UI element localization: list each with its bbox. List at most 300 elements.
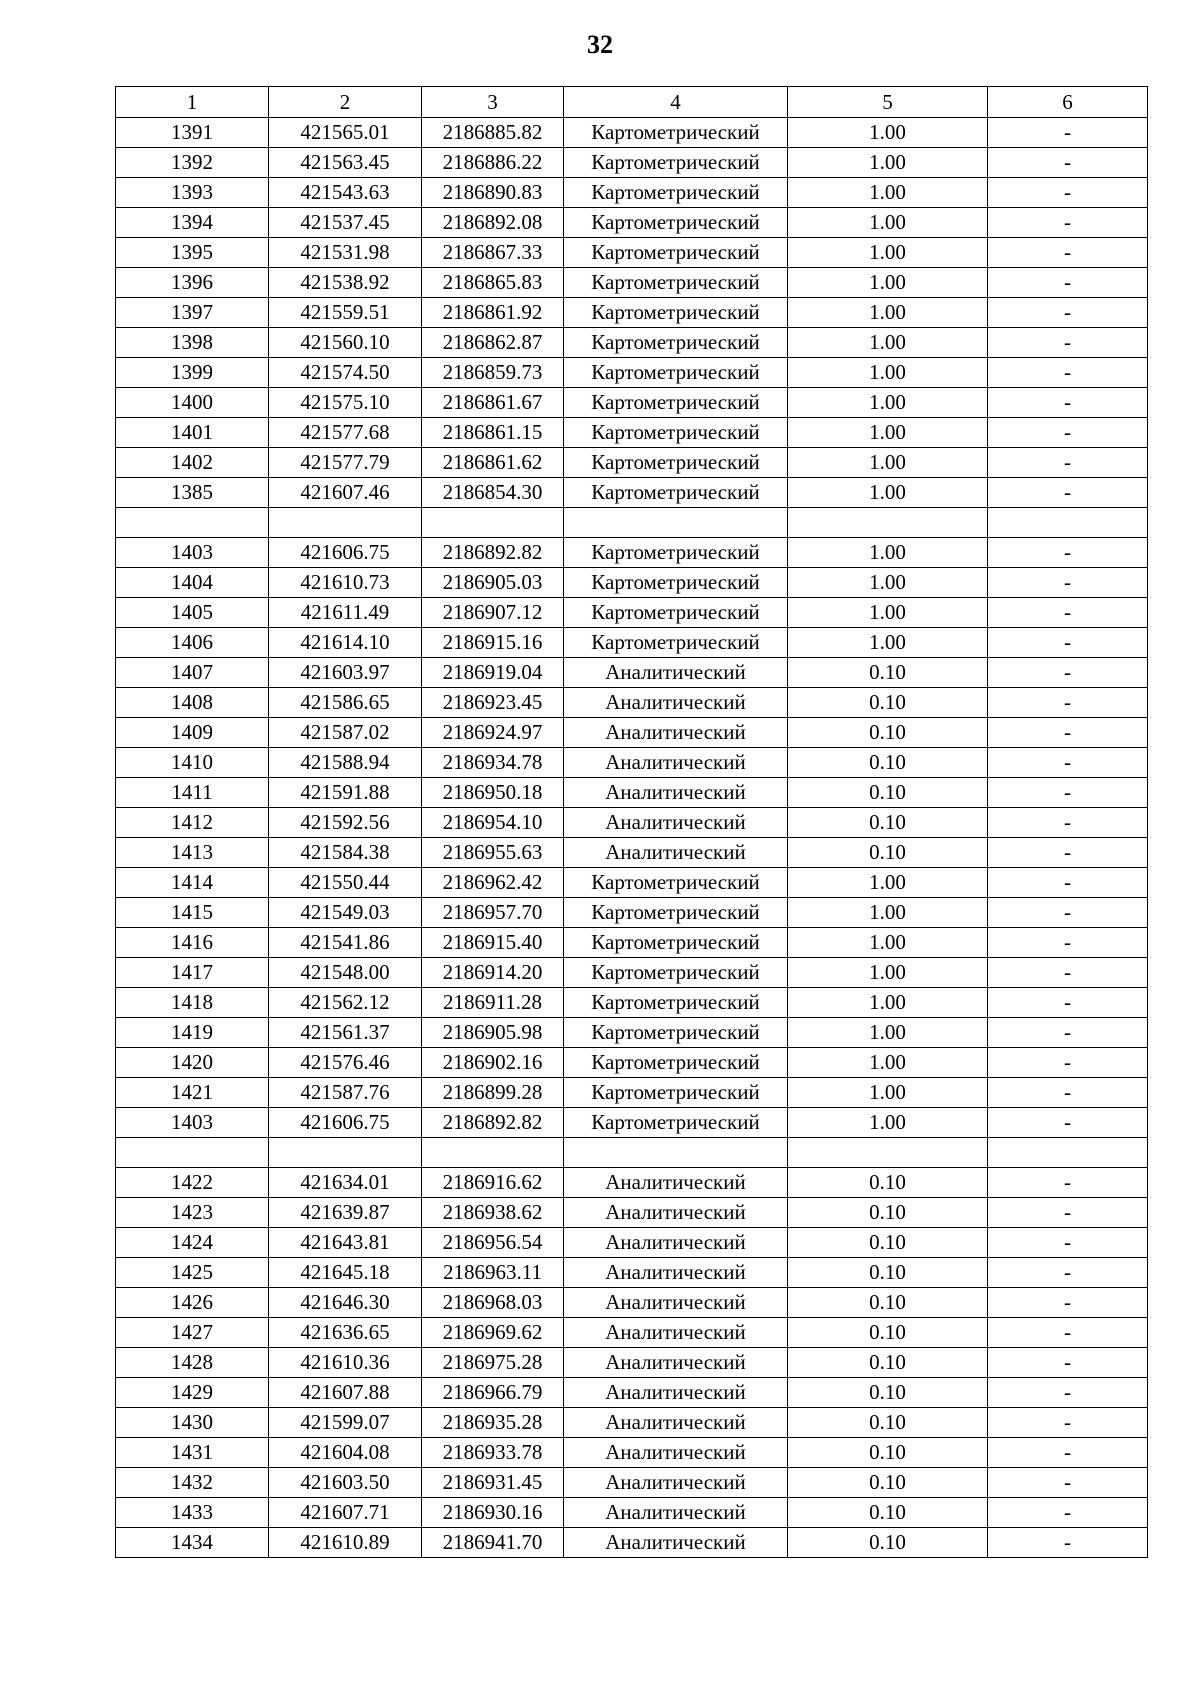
cell-x-coordinate: 421577.68 (269, 418, 422, 448)
cell-note: - (988, 1018, 1148, 1048)
cell-point-number: 1400 (116, 388, 269, 418)
cell-y-coordinate: 2186915.40 (422, 928, 564, 958)
cell-note: - (988, 1348, 1148, 1378)
cell-method: Аналитический (564, 748, 788, 778)
table-header (116, 87, 1148, 118)
cell-accuracy: 0.10 (788, 838, 988, 868)
cell-note: - (988, 1498, 1148, 1528)
coordinates-table (115, 86, 1148, 1558)
cell-note: - (988, 298, 1148, 328)
cell-method: Аналитический (564, 1528, 788, 1558)
cell-method: Аналитический (564, 688, 788, 718)
cell-method: Картометрический (564, 358, 788, 388)
cell-accuracy: 1.00 (788, 898, 988, 928)
cell-note: - (988, 1438, 1148, 1468)
cell-x-coordinate (269, 1138, 422, 1168)
table-row (116, 1438, 1148, 1468)
table-row (116, 298, 1148, 328)
cell-accuracy: 1.00 (788, 1078, 988, 1108)
cell-x-coordinate: 421607.46 (269, 478, 422, 508)
table-row (116, 1258, 1148, 1288)
table-row (116, 628, 1148, 658)
cell-y-coordinate: 2186941.70 (422, 1528, 564, 1558)
cell-x-coordinate: 421543.63 (269, 178, 422, 208)
cell-method: Картометрический (564, 958, 788, 988)
cell-note: - (988, 1048, 1148, 1078)
column-header-2: 2 (269, 87, 422, 118)
table-row (116, 1528, 1148, 1558)
cell-method: Картометрический (564, 928, 788, 958)
table-row (116, 1408, 1148, 1438)
cell-x-coordinate: 421591.88 (269, 778, 422, 808)
cell-method: Аналитический (564, 1258, 788, 1288)
table-row (116, 1168, 1148, 1198)
cell-y-coordinate: 2186916.62 (422, 1168, 564, 1198)
cell-accuracy: 1.00 (788, 358, 988, 388)
table-row (116, 358, 1148, 388)
cell-point-number: 1420 (116, 1048, 269, 1078)
cell-accuracy: 1.00 (788, 868, 988, 898)
cell-x-coordinate: 421634.01 (269, 1168, 422, 1198)
cell-method: Картометрический (564, 988, 788, 1018)
cell-method: Аналитический (564, 658, 788, 688)
cell-note: - (988, 1258, 1148, 1288)
cell-note: - (988, 418, 1148, 448)
cell-note: - (988, 868, 1148, 898)
cell-point-number: 1412 (116, 808, 269, 838)
cell-accuracy: 1.00 (788, 958, 988, 988)
cell-note: - (988, 268, 1148, 298)
cell-y-coordinate (422, 508, 564, 538)
cell-method: Картометрический (564, 628, 788, 658)
cell-point-number: 1431 (116, 1438, 269, 1468)
table-row (116, 748, 1148, 778)
cell-y-coordinate: 2186907.12 (422, 598, 564, 628)
cell-note: - (988, 778, 1148, 808)
cell-method: Аналитический (564, 1378, 788, 1408)
cell-x-coordinate: 421575.10 (269, 388, 422, 418)
cell-method: Аналитический (564, 778, 788, 808)
cell-method: Картометрический (564, 568, 788, 598)
cell-y-coordinate: 2186905.03 (422, 568, 564, 598)
cell-x-coordinate: 421562.12 (269, 988, 422, 1018)
cell-point-number: 1403 (116, 1108, 269, 1138)
cell-method: Картометрический (564, 868, 788, 898)
cell-note (988, 508, 1148, 538)
cell-x-coordinate: 421645.18 (269, 1258, 422, 1288)
table-row (116, 868, 1148, 898)
table-row (116, 448, 1148, 478)
table-row (116, 1378, 1148, 1408)
cell-point-number: 1432 (116, 1468, 269, 1498)
cell-point-number: 1395 (116, 238, 269, 268)
table-row (116, 688, 1148, 718)
table-row (116, 598, 1148, 628)
cell-accuracy: 0.10 (788, 1198, 988, 1228)
cell-method: Картометрический (564, 538, 788, 568)
cell-note: - (988, 718, 1148, 748)
cell-point-number: 1415 (116, 898, 269, 928)
cell-y-coordinate: 2186919.04 (422, 658, 564, 688)
cell-accuracy: 1.00 (788, 328, 988, 358)
cell-point-number: 1407 (116, 658, 269, 688)
cell-method: Картометрический (564, 148, 788, 178)
cell-accuracy: 0.10 (788, 1498, 988, 1528)
cell-point-number: 1393 (116, 178, 269, 208)
table-row (116, 1318, 1148, 1348)
cell-method: Аналитический (564, 1318, 788, 1348)
cell-accuracy: 1.00 (788, 298, 988, 328)
cell-y-coordinate: 2186934.78 (422, 748, 564, 778)
cell-x-coordinate: 421599.07 (269, 1408, 422, 1438)
header-row (116, 87, 1148, 118)
cell-accuracy: 0.10 (788, 1378, 988, 1408)
cell-x-coordinate: 421610.89 (269, 1528, 422, 1558)
cell-y-coordinate: 2186957.70 (422, 898, 564, 928)
cell-point-number: 1425 (116, 1258, 269, 1288)
cell-method: Аналитический (564, 838, 788, 868)
cell-method: Аналитический (564, 808, 788, 838)
cell-note: - (988, 658, 1148, 688)
cell-method: Картометрический (564, 178, 788, 208)
cell-y-coordinate: 2186956.54 (422, 1228, 564, 1258)
cell-method: Картометрический (564, 598, 788, 628)
cell-point-number: 1416 (116, 928, 269, 958)
cell-point-number (116, 1138, 269, 1168)
cell-y-coordinate: 2186914.20 (422, 958, 564, 988)
cell-point-number: 1406 (116, 628, 269, 658)
cell-note: - (988, 538, 1148, 568)
cell-note: - (988, 598, 1148, 628)
cell-method: Картометрический (564, 478, 788, 508)
cell-x-coordinate: 421550.44 (269, 868, 422, 898)
cell-accuracy: 0.10 (788, 718, 988, 748)
cell-y-coordinate: 2186924.97 (422, 718, 564, 748)
cell-x-coordinate: 421563.45 (269, 148, 422, 178)
cell-method: Картометрический (564, 328, 788, 358)
cell-note: - (988, 1288, 1148, 1318)
cell-point-number: 1402 (116, 448, 269, 478)
cell-note: - (988, 688, 1148, 718)
table-row (116, 958, 1148, 988)
cell-point-number: 1433 (116, 1498, 269, 1528)
cell-note: - (988, 808, 1148, 838)
cell-y-coordinate: 2186966.79 (422, 1378, 564, 1408)
cell-method: Картометрический (564, 268, 788, 298)
cell-y-coordinate: 2186854.30 (422, 478, 564, 508)
cell-y-coordinate: 2186892.08 (422, 208, 564, 238)
cell-accuracy: 1.00 (788, 178, 988, 208)
cell-accuracy: 1.00 (788, 418, 988, 448)
table-row (116, 478, 1148, 508)
cell-note: - (988, 928, 1148, 958)
cell-x-coordinate: 421587.76 (269, 1078, 422, 1108)
cell-y-coordinate: 2186890.83 (422, 178, 564, 208)
cell-method: Картометрический (564, 1018, 788, 1048)
cell-point-number: 1403 (116, 538, 269, 568)
cell-note: - (988, 238, 1148, 268)
column-header-4: 4 (564, 87, 788, 118)
cell-note: - (988, 1528, 1148, 1558)
cell-x-coordinate: 421560.10 (269, 328, 422, 358)
cell-accuracy: 1.00 (788, 478, 988, 508)
cell-method: Аналитический (564, 1498, 788, 1528)
cell-y-coordinate: 2186962.42 (422, 868, 564, 898)
cell-point-number: 1394 (116, 208, 269, 238)
cell-y-coordinate: 2186923.45 (422, 688, 564, 718)
cell-y-coordinate: 2186933.78 (422, 1438, 564, 1468)
table-row (116, 238, 1148, 268)
cell-point-number: 1410 (116, 748, 269, 778)
cell-x-coordinate: 421531.98 (269, 238, 422, 268)
table-row (116, 1048, 1148, 1078)
cell-method: Аналитический (564, 1438, 788, 1468)
cell-x-coordinate: 421584.38 (269, 838, 422, 868)
cell-note: - (988, 208, 1148, 238)
cell-y-coordinate: 2186963.11 (422, 1258, 564, 1288)
cell-accuracy: 1.00 (788, 238, 988, 268)
cell-method: Аналитический (564, 1168, 788, 1198)
cell-note: - (988, 1468, 1148, 1498)
cell-accuracy (788, 508, 988, 538)
cell-accuracy: 0.10 (788, 1438, 988, 1468)
cell-point-number: 1413 (116, 838, 269, 868)
cell-accuracy: 1.00 (788, 628, 988, 658)
cell-accuracy: 0.10 (788, 1348, 988, 1378)
cell-y-coordinate: 2186955.63 (422, 838, 564, 868)
cell-note: - (988, 1228, 1148, 1258)
cell-x-coordinate: 421576.46 (269, 1048, 422, 1078)
table-row (116, 538, 1148, 568)
cell-accuracy: 1.00 (788, 928, 988, 958)
cell-point-number: 1411 (116, 778, 269, 808)
table-row (116, 568, 1148, 598)
cell-point-number: 1405 (116, 598, 269, 628)
cell-note: - (988, 478, 1148, 508)
cell-method: Картометрический (564, 298, 788, 328)
cell-x-coordinate: 421592.56 (269, 808, 422, 838)
cell-method: Картометрический (564, 418, 788, 448)
table-row (116, 388, 1148, 418)
cell-y-coordinate: 2186931.45 (422, 1468, 564, 1498)
cell-x-coordinate: 421538.92 (269, 268, 422, 298)
cell-method: Аналитический (564, 1408, 788, 1438)
table-row (116, 838, 1148, 868)
cell-method: Картометрический (564, 1048, 788, 1078)
cell-y-coordinate: 2186892.82 (422, 1108, 564, 1138)
table-row (116, 118, 1148, 148)
cell-x-coordinate: 421607.71 (269, 1498, 422, 1528)
cell-note: - (988, 448, 1148, 478)
cell-point-number: 1398 (116, 328, 269, 358)
cell-y-coordinate: 2186950.18 (422, 778, 564, 808)
cell-point-number: 1419 (116, 1018, 269, 1048)
cell-y-coordinate: 2186905.98 (422, 1018, 564, 1048)
cell-point-number: 1399 (116, 358, 269, 388)
cell-accuracy: 1.00 (788, 448, 988, 478)
cell-x-coordinate: 421574.50 (269, 358, 422, 388)
cell-x-coordinate: 421646.30 (269, 1288, 422, 1318)
cell-accuracy: 0.10 (788, 748, 988, 778)
table-spacer-row (116, 1138, 1148, 1168)
cell-point-number: 1408 (116, 688, 269, 718)
column-header-1: 1 (116, 87, 269, 118)
cell-note: - (988, 148, 1148, 178)
cell-x-coordinate (269, 508, 422, 538)
cell-note: - (988, 328, 1148, 358)
cell-method: Аналитический (564, 718, 788, 748)
cell-accuracy: 0.10 (788, 1408, 988, 1438)
cell-point-number: 1423 (116, 1198, 269, 1228)
cell-point-number: 1430 (116, 1408, 269, 1438)
cell-accuracy: 1.00 (788, 268, 988, 298)
cell-note: - (988, 568, 1148, 598)
cell-y-coordinate: 2186859.73 (422, 358, 564, 388)
cell-x-coordinate: 421541.86 (269, 928, 422, 958)
cell-point-number: 1424 (116, 1228, 269, 1258)
cell-y-coordinate: 2186938.62 (422, 1198, 564, 1228)
table-row (116, 1108, 1148, 1138)
cell-point-number: 1404 (116, 568, 269, 598)
cell-note: - (988, 388, 1148, 418)
cell-point-number: 1401 (116, 418, 269, 448)
cell-x-coordinate: 421586.65 (269, 688, 422, 718)
cell-y-coordinate: 2186861.62 (422, 448, 564, 478)
cell-y-coordinate: 2186902.16 (422, 1048, 564, 1078)
table-row (116, 1018, 1148, 1048)
table-row (116, 1348, 1148, 1378)
cell-y-coordinate: 2186911.28 (422, 988, 564, 1018)
cell-y-coordinate: 2186968.03 (422, 1288, 564, 1318)
cell-y-coordinate: 2186899.28 (422, 1078, 564, 1108)
cell-point-number: 1397 (116, 298, 269, 328)
cell-method (564, 1138, 788, 1168)
cell-y-coordinate: 2186892.82 (422, 538, 564, 568)
table-spacer-row (116, 508, 1148, 538)
cell-y-coordinate: 2186886.22 (422, 148, 564, 178)
cell-note: - (988, 838, 1148, 868)
table-body (116, 118, 1148, 1558)
cell-method: Картометрический (564, 238, 788, 268)
cell-accuracy: 0.10 (788, 1528, 988, 1558)
table-row (116, 658, 1148, 688)
cell-note: - (988, 748, 1148, 778)
cell-x-coordinate: 421537.45 (269, 208, 422, 238)
table-row (116, 808, 1148, 838)
cell-method: Картометрический (564, 1108, 788, 1138)
cell-accuracy: 0.10 (788, 1468, 988, 1498)
cell-accuracy: 1.00 (788, 598, 988, 628)
cell-y-coordinate: 2186867.33 (422, 238, 564, 268)
cell-accuracy: 1.00 (788, 988, 988, 1018)
cell-point-number: 1422 (116, 1168, 269, 1198)
cell-point-number: 1428 (116, 1348, 269, 1378)
cell-x-coordinate: 421643.81 (269, 1228, 422, 1258)
cell-note (988, 1138, 1148, 1168)
cell-accuracy: 1.00 (788, 208, 988, 238)
table-row (116, 1288, 1148, 1318)
cell-x-coordinate: 421603.50 (269, 1468, 422, 1498)
table-row (116, 928, 1148, 958)
table-row (116, 418, 1148, 448)
table-row (116, 1198, 1148, 1228)
cell-point-number: 1414 (116, 868, 269, 898)
table-row (116, 718, 1148, 748)
table-row (116, 1078, 1148, 1108)
cell-x-coordinate: 421561.37 (269, 1018, 422, 1048)
cell-accuracy: 0.10 (788, 1168, 988, 1198)
cell-y-coordinate: 2186930.16 (422, 1498, 564, 1528)
cell-note: - (988, 628, 1148, 658)
cell-accuracy: 1.00 (788, 568, 988, 598)
cell-note: - (988, 358, 1148, 388)
cell-point-number: 1409 (116, 718, 269, 748)
column-header-3: 3 (422, 87, 564, 118)
cell-accuracy (788, 1138, 988, 1168)
cell-accuracy: 0.10 (788, 688, 988, 718)
cell-accuracy: 0.10 (788, 1228, 988, 1258)
table-row (116, 148, 1148, 178)
cell-x-coordinate: 421611.49 (269, 598, 422, 628)
cell-note: - (988, 1168, 1148, 1198)
cell-y-coordinate: 2186861.67 (422, 388, 564, 418)
cell-x-coordinate: 421559.51 (269, 298, 422, 328)
cell-x-coordinate: 421610.73 (269, 568, 422, 598)
cell-accuracy: 0.10 (788, 658, 988, 688)
cell-note: - (988, 1198, 1148, 1228)
table-row (116, 898, 1148, 928)
cell-x-coordinate: 421639.87 (269, 1198, 422, 1228)
cell-point-number: 1396 (116, 268, 269, 298)
table-row (116, 988, 1148, 1018)
cell-method (564, 508, 788, 538)
cell-x-coordinate: 421614.10 (269, 628, 422, 658)
cell-x-coordinate: 421610.36 (269, 1348, 422, 1378)
cell-accuracy: 1.00 (788, 118, 988, 148)
cell-x-coordinate: 421588.94 (269, 748, 422, 778)
cell-method: Аналитический (564, 1288, 788, 1318)
cell-point-number: 1391 (116, 118, 269, 148)
cell-method: Картометрический (564, 1078, 788, 1108)
cell-point-number: 1426 (116, 1288, 269, 1318)
table-row (116, 328, 1148, 358)
cell-point-number: 1417 (116, 958, 269, 988)
table-row (116, 1468, 1148, 1498)
cell-method: Картометрический (564, 898, 788, 928)
cell-y-coordinate: 2186862.87 (422, 328, 564, 358)
cell-y-coordinate: 2186935.28 (422, 1408, 564, 1438)
cell-point-number: 1429 (116, 1378, 269, 1408)
cell-accuracy: 1.00 (788, 538, 988, 568)
cell-note: - (988, 118, 1148, 148)
cell-point-number (116, 508, 269, 538)
cell-accuracy: 0.10 (788, 1258, 988, 1288)
cell-accuracy: 1.00 (788, 388, 988, 418)
cell-x-coordinate: 421549.03 (269, 898, 422, 928)
cell-note: - (988, 1408, 1148, 1438)
cell-note: - (988, 988, 1148, 1018)
cell-method: Картометрический (564, 388, 788, 418)
cell-y-coordinate: 2186861.92 (422, 298, 564, 328)
cell-method: Аналитический (564, 1198, 788, 1228)
cell-y-coordinate: 2186954.10 (422, 808, 564, 838)
cell-point-number: 1385 (116, 478, 269, 508)
cell-accuracy: 0.10 (788, 1288, 988, 1318)
cell-note: - (988, 958, 1148, 988)
cell-accuracy: 0.10 (788, 1318, 988, 1348)
cell-accuracy: 0.10 (788, 808, 988, 838)
cell-y-coordinate: 2186861.15 (422, 418, 564, 448)
